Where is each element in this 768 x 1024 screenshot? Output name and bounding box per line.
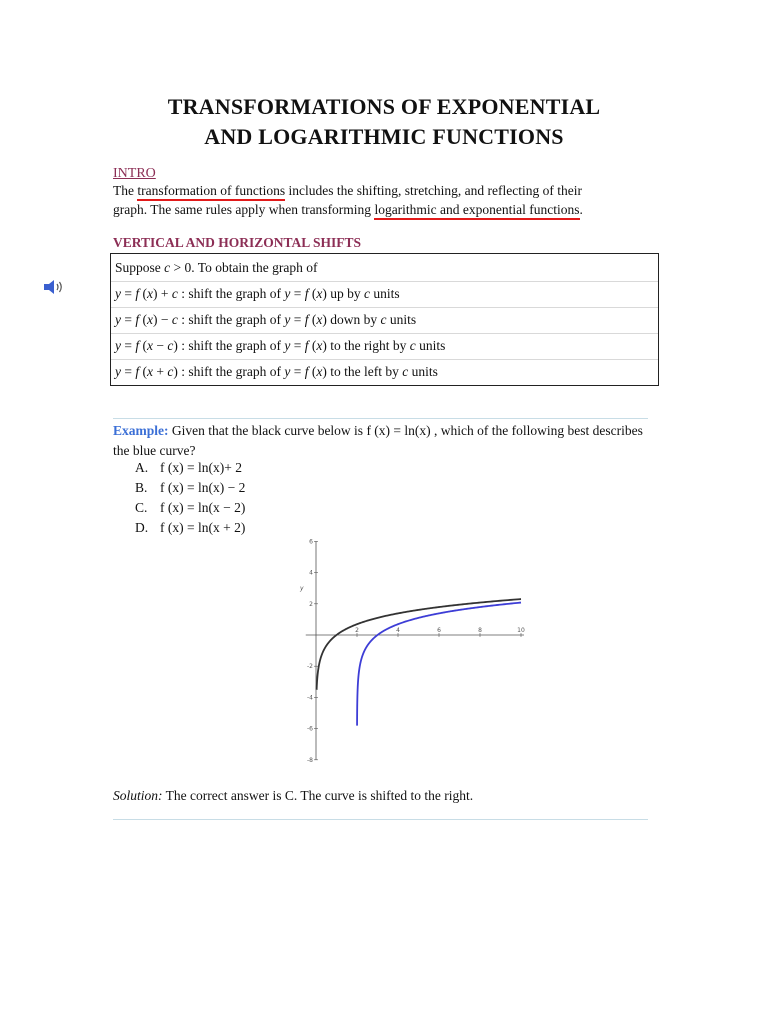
x-tick-label: 2: [355, 627, 359, 634]
page-title: [60, 92, 708, 152]
y-tick-label: -4: [307, 694, 313, 702]
y-tick-label: 4: [309, 569, 313, 577]
choice-d[interactable]: D. f (x) = ln(x + 2): [135, 520, 246, 535]
rule-row-up: y = f (x) + c : shift the graph of y = f (x) up by c units: [115, 286, 400, 301]
title-line-1: TRANSFORMATIONS OF EXPONENTIAL: [167, 94, 601, 119]
intro-heading[interactable]: INTRO: [113, 166, 156, 181]
y-tick-label: -8: [307, 756, 313, 764]
rule-row-right: y = f (x − c) : shift the graph of y = f (x) to the right by c units: [115, 338, 446, 353]
log-graph: [292, 538, 528, 774]
intro-text-d: .: [579, 202, 583, 217]
rule-row-left: y = f (x + c) : shift the graph of y = f (x) to the left by c units: [115, 364, 438, 379]
solution-label: Solution:: [113, 788, 163, 803]
shift-rules-box: [110, 253, 659, 386]
intro-text-c: graph. The same rules apply when transforming: [113, 202, 375, 217]
choice-b[interactable]: B. f (x) = ln(x) − 2: [135, 480, 246, 495]
speaker-icon[interactable]: [42, 277, 68, 297]
solution-text: The correct answer is C. The curve is shifted to the right.: [162, 788, 474, 803]
example-label: Example:: [113, 423, 169, 438]
intro-text-a: The: [113, 183, 138, 198]
choice-a[interactable]: A. f (x) = ln(x)+ 2: [135, 460, 242, 475]
x-tick-label: 4: [396, 627, 400, 634]
y-tick-label: -6: [307, 725, 313, 733]
y-tick-label: 2: [309, 600, 313, 608]
x-tick-label: 6: [437, 627, 441, 634]
title-line-2: AND LOGARITHMIC FUNCTIONS: [204, 124, 564, 149]
example-text: Given that the black curve below is f (x) = ln(x) , which of the following best describes the blue curve?: [113, 423, 643, 458]
solution: [113, 788, 473, 804]
log-exp-functions-link[interactable]: logarithmic and exponential functions: [374, 202, 579, 220]
example-question: [113, 421, 658, 461]
y-tick-label: 6: [309, 538, 313, 546]
series-2-curve: [357, 603, 521, 726]
rule-row-intro: Suppose c > 0. To obtain the graph of: [115, 260, 318, 275]
answer-choices: [135, 458, 245, 538]
series-1-curve: [317, 599, 521, 690]
divider-bottom: [113, 819, 648, 820]
choice-c[interactable]: C. f (x) = ln(x − 2): [135, 500, 246, 515]
x-tick-label: 10: [517, 627, 525, 634]
rule-row-down: y = f (x) − c : shift the graph of y = f (x) down by c units: [115, 312, 417, 327]
transformation-of-functions-link[interactable]: transformation of functions: [137, 183, 285, 201]
intro-paragraph: [113, 181, 673, 219]
x-tick-label: 8: [478, 627, 482, 634]
y-tick-label: -2: [307, 663, 313, 671]
y-axis-label: y: [300, 584, 304, 592]
intro-text-b: includes the shifting, stretching, and reflecting of their: [285, 183, 583, 198]
shifts-heading: VERTICAL AND HORIZONTAL SHIFTS: [113, 235, 361, 250]
divider-top: [113, 418, 648, 419]
